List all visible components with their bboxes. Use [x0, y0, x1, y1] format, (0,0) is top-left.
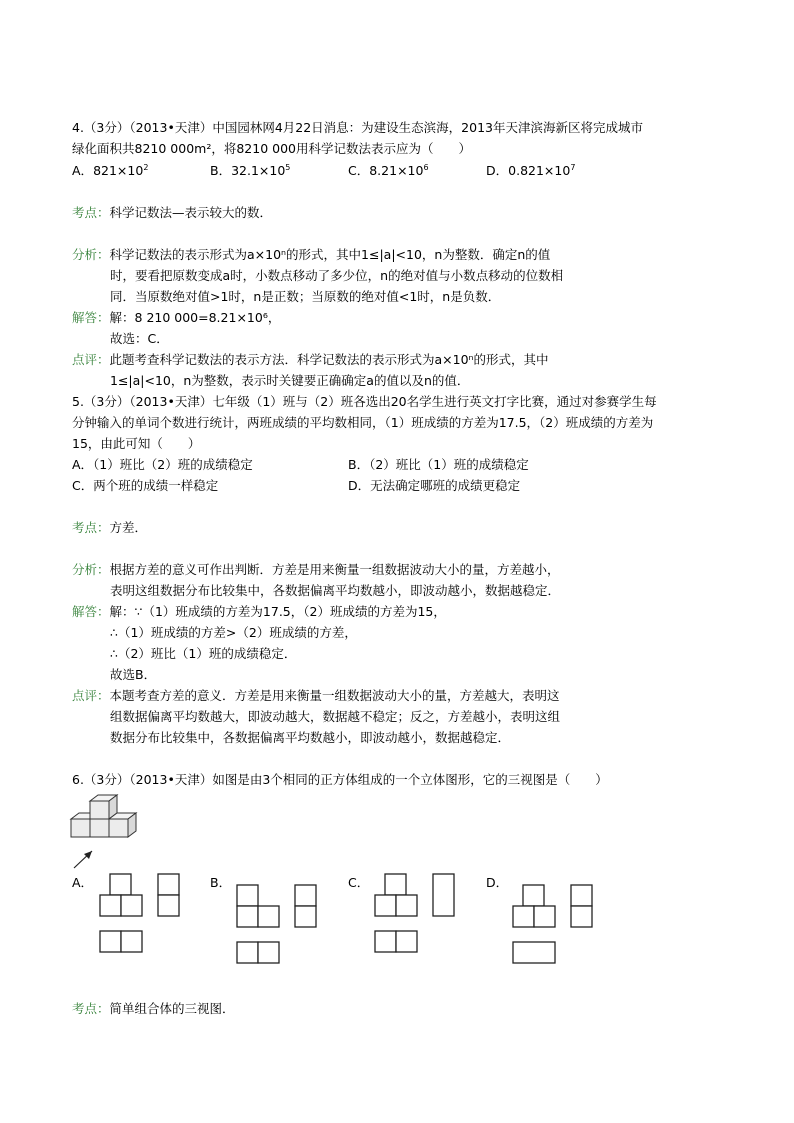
q6-option-c-label: C．: [348, 875, 370, 890]
q4-option-a: A．$821\times 10^2$: [72, 163, 149, 178]
q4-header: 4.（3分）（2013•天津）中国园林网4月22日消息：为建设生态滨海，2013年天津滨海新区将完成城市: [72, 120, 643, 135]
q4-jieda: 解答：解：8 210 000=8.21×10⁶，: [72, 310, 281, 325]
q5-header: 5.（3分）（2013•天津）七年级（1）班与（2）班各选出20名学生进行英文打字比赛，通过对参赛学生每: [72, 394, 657, 409]
q5-line2: 分钟输入的单词个数进行统计，两班成绩的平均数相同，（1）班成绩的方差为17.5，（2）班成绩的方差为: [72, 415, 654, 430]
q4-line2: 绿化面积共8210 000m²，将8210 000用科学记数法表示应为（ ）: [72, 141, 471, 156]
q6-option-a-label: A．: [72, 875, 94, 890]
q6-option-d-views: [513, 884, 598, 966]
q5-option-b: B．（2）班比（1）班的成绩稳定: [348, 457, 529, 472]
q6-option-c-views: [375, 873, 460, 955]
q5-kaodian: 考点：方差．: [72, 520, 148, 535]
q5-jieda-line: ∴（1）班成绩的方差>（2）班成绩的方差，: [110, 625, 357, 640]
q5-jieda-line: ∴（2）班比（1）班的成绩稳定．: [110, 646, 297, 661]
q6-header: 6.（3分）（2013•天津）如图是由3个相同的正方体组成的一个立体图形，它的三视图是（ ）: [72, 772, 608, 787]
q6-option-a-views: [100, 873, 185, 955]
cube-figure: [70, 793, 140, 873]
q4-option-c: C．$8.21\times 10^6$: [348, 163, 429, 178]
q6-option-b-label: B．: [210, 875, 232, 890]
q4-fenxi-line: 时，要看把原数变成a时，小数点移动了多少位，n的绝对值与小数点移动的位数相: [110, 268, 564, 283]
q4-dianping: 点评：此题考查科学记数法的表示方法．科学记数法的表示形式为a×10ⁿ的形式，其中: [72, 352, 549, 367]
q4-kaodian: 考点：科学记数法—表示较大的数．: [72, 205, 273, 220]
q4-option-d: D．$0.821\times 10^7$: [486, 163, 576, 178]
q5-option-a: A．（1）班比（2）班的成绩稳定: [72, 457, 253, 472]
q4-dianping-line: 1≤|a|<10，n为整数，表示时关键要正确确定a的值以及n的值．: [110, 373, 470, 388]
q6-option-d-label: D．: [486, 875, 509, 890]
q5-dianping: 点评：本题考查方差的意义．方差是用来衡量一组数据波动大小的量，方差越大，表明这: [72, 688, 560, 703]
q5-fenxi-line: 表明这组数据分布比较集中，各数据偏离平均数越小，即波动越小，数据越稳定．: [110, 583, 561, 598]
q5-dianping-line: 数据分布比较集中，各数据偏离平均数越小，即波动越小，数据越稳定．: [110, 730, 511, 745]
q5-jieda-line: 故选B．: [110, 667, 157, 682]
q6-option-b-views: [237, 884, 322, 966]
q4-option-b: B．$32.1\times 10^5$: [210, 163, 291, 178]
q5-fenxi: 分析：根据方差的意义可作出判断．方差是用来衡量一组数据波动大小的量，方差越小，: [72, 562, 560, 577]
q4-fenxi: 分析：科学记数法的表示形式为a×10ⁿ的形式，其中1≤|a|<10，n为整数．确定n的值: [72, 247, 551, 262]
q5-line3: 15，由此可知（ ）: [72, 436, 201, 451]
q5-option-c: C．两个班的成绩一样稳定: [72, 478, 219, 493]
q4-fenxi-line: 同．当原数绝对值>1时，n是正数；当原数的绝对值<1时，n是负数．: [110, 289, 501, 304]
q5-option-d: D．无法确定哪班的成绩更稳定: [348, 478, 521, 493]
q5-dianping-line: 组数据偏离平均数越大，即波动越大，数据越不稳定；反之，方差越小，表明这组: [110, 709, 561, 724]
q4-jieda-line: 故选：C．: [110, 331, 169, 346]
q6-kaodian: 考点：简单组合体的三视图．: [72, 1001, 235, 1016]
q5-jieda: 解答：解：∵（1）班成绩的方差为17.5，（2）班成绩的方差为15，: [72, 604, 446, 619]
